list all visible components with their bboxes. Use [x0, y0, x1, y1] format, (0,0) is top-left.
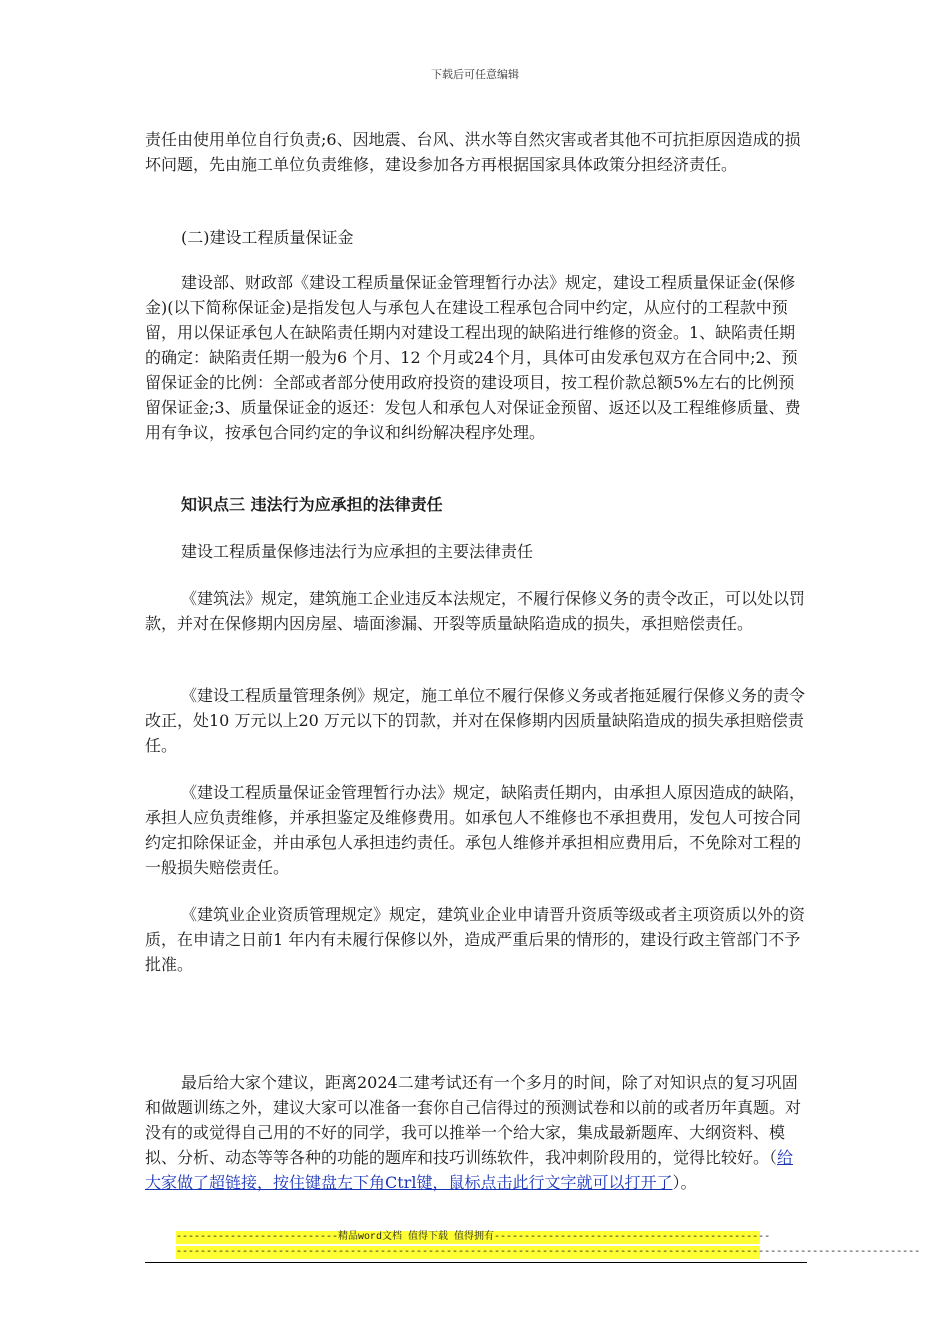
knowledge-point-heading — [145, 492, 807, 517]
recommendation-text: 最后给大家个建议，距离2024二建考试还有一个多月的时间，除了对知识点的复习巩固和做题训练之外，建议大家可以准备一套你自己信得过的预测试卷和以前的或者历年真题。对没有的或觉得自己用的不好的同学，我可以推举一个给大家，集成最新题库、大纲资料、模拟、分析、动态等等各种的功能的题库和技巧训练软件，我冲刺阶段用的，觉得比较好。（ — [145, 1073, 802, 1167]
bold-heading: 知识点三 违法行为应承担的法律责任 — [181, 495, 443, 514]
subheading: 建设工程质量保修违法行为应承担的主要法律责任 — [181, 542, 534, 561]
closing-text: ）。 — [672, 1173, 697, 1192]
paragraph-deposit-measures — [145, 780, 807, 880]
footer-banner: ---------------------------精品word文档 值得下载 值得拥有---------------------------------------------- — [176, 1232, 771, 1243]
page-header: 下载后可任意编辑 — [431, 68, 519, 81]
subheading-liability — [145, 539, 807, 564]
body-text: 《建设工程质量保证金管理暂行办法》规定，缺陷责任期内，由承担人原因造成的缺陷，承担人应负责维修，并承担鉴定及维修费用。如承包人不维修也不承担费用，发包人可按合同约定扣除保证金，并由承包人承担违约责任。承包人维修并承担相应费用后，不免除对工程的一般损失赔偿责任。 — [145, 783, 806, 877]
paragraph-quality-regulation — [145, 683, 807, 758]
body-text: 建设部、财政部《建设工程质量保证金管理暂行办法》规定，建设工程质量保证金(保修金)(以下简称保证金)是指发包人与承包人在建设工程承包合同中约定，从应付的工程款中预留，用以保证承包人在缺陷责任期内对建设工程出现的缺陷进行维修的资金。1、缺陷责任期的确定：缺陷责任期一般为6 个月、12 个月或24个月，具体可由发承包双方在合同中;2、预留保证金的比例：全部或者部分使用政府投资的建设项目，按工程价款总额5%左右的比例预留保证金;3、质量保证金的返还：发包人和承包人对保证金预留、返还以及工程维修质量、费用有争议，按承包合同约定的争议和纠纷解决程序处理。 — [145, 273, 801, 442]
paragraph-construction-law — [145, 586, 807, 636]
body-text: 《建设工程质量管理条例》规定，施工单位不履行保修义务或者拖延履行保修义务的责令改正，处10 万元以上20 万元以下的罚款，并对在保修期内因质量缺陷造成的损失承担赔偿责任。 — [145, 686, 806, 755]
download-link[interactable]: 给大家做了超链接，按住键盘左下角Ctrl键，鼠标点击此行文字就可以打开了 — [145, 1148, 794, 1192]
footer-rule — [145, 1262, 807, 1263]
section-heading-deposit — [145, 225, 807, 250]
body-text — [145, 1070, 807, 1195]
section-heading: (二)建设工程质量保证金 — [181, 228, 354, 247]
paragraph-recommendation — [145, 1070, 807, 1195]
paragraph-qualification — [145, 902, 807, 977]
paragraph-deposit — [145, 270, 807, 445]
footer-dashes: ---------------------------------------------------------------------------------------------------------------------------- — [176, 1247, 921, 1258]
body-text: 《建筑法》规定，建筑施工企业违反本法规定，不履行保修义务的责令改正，可以处以罚款，并对在保修期内因房屋、墙面渗漏、开裂等质量缺陷造成的损失，承担赔偿责任。 — [145, 589, 806, 633]
body-text: 《建筑业企业资质管理规定》规定，建筑业企业申请晋升资质等级或者主项资质以外的资质，在申请之日前1 年内有未履行保修以外，造成严重后果的情形的，建设行政主管部门不予批准。 — [145, 905, 806, 974]
paragraph-liability — [145, 127, 807, 177]
body-text: 责任由使用单位自行负责;6、因地震、台风、洪水等自然灾害或者其他不可抗拒原因造成的损坏问题，先由施工单位负责维修，建设参加各方再根据国家具体政策分担经济责任。 — [145, 130, 801, 174]
